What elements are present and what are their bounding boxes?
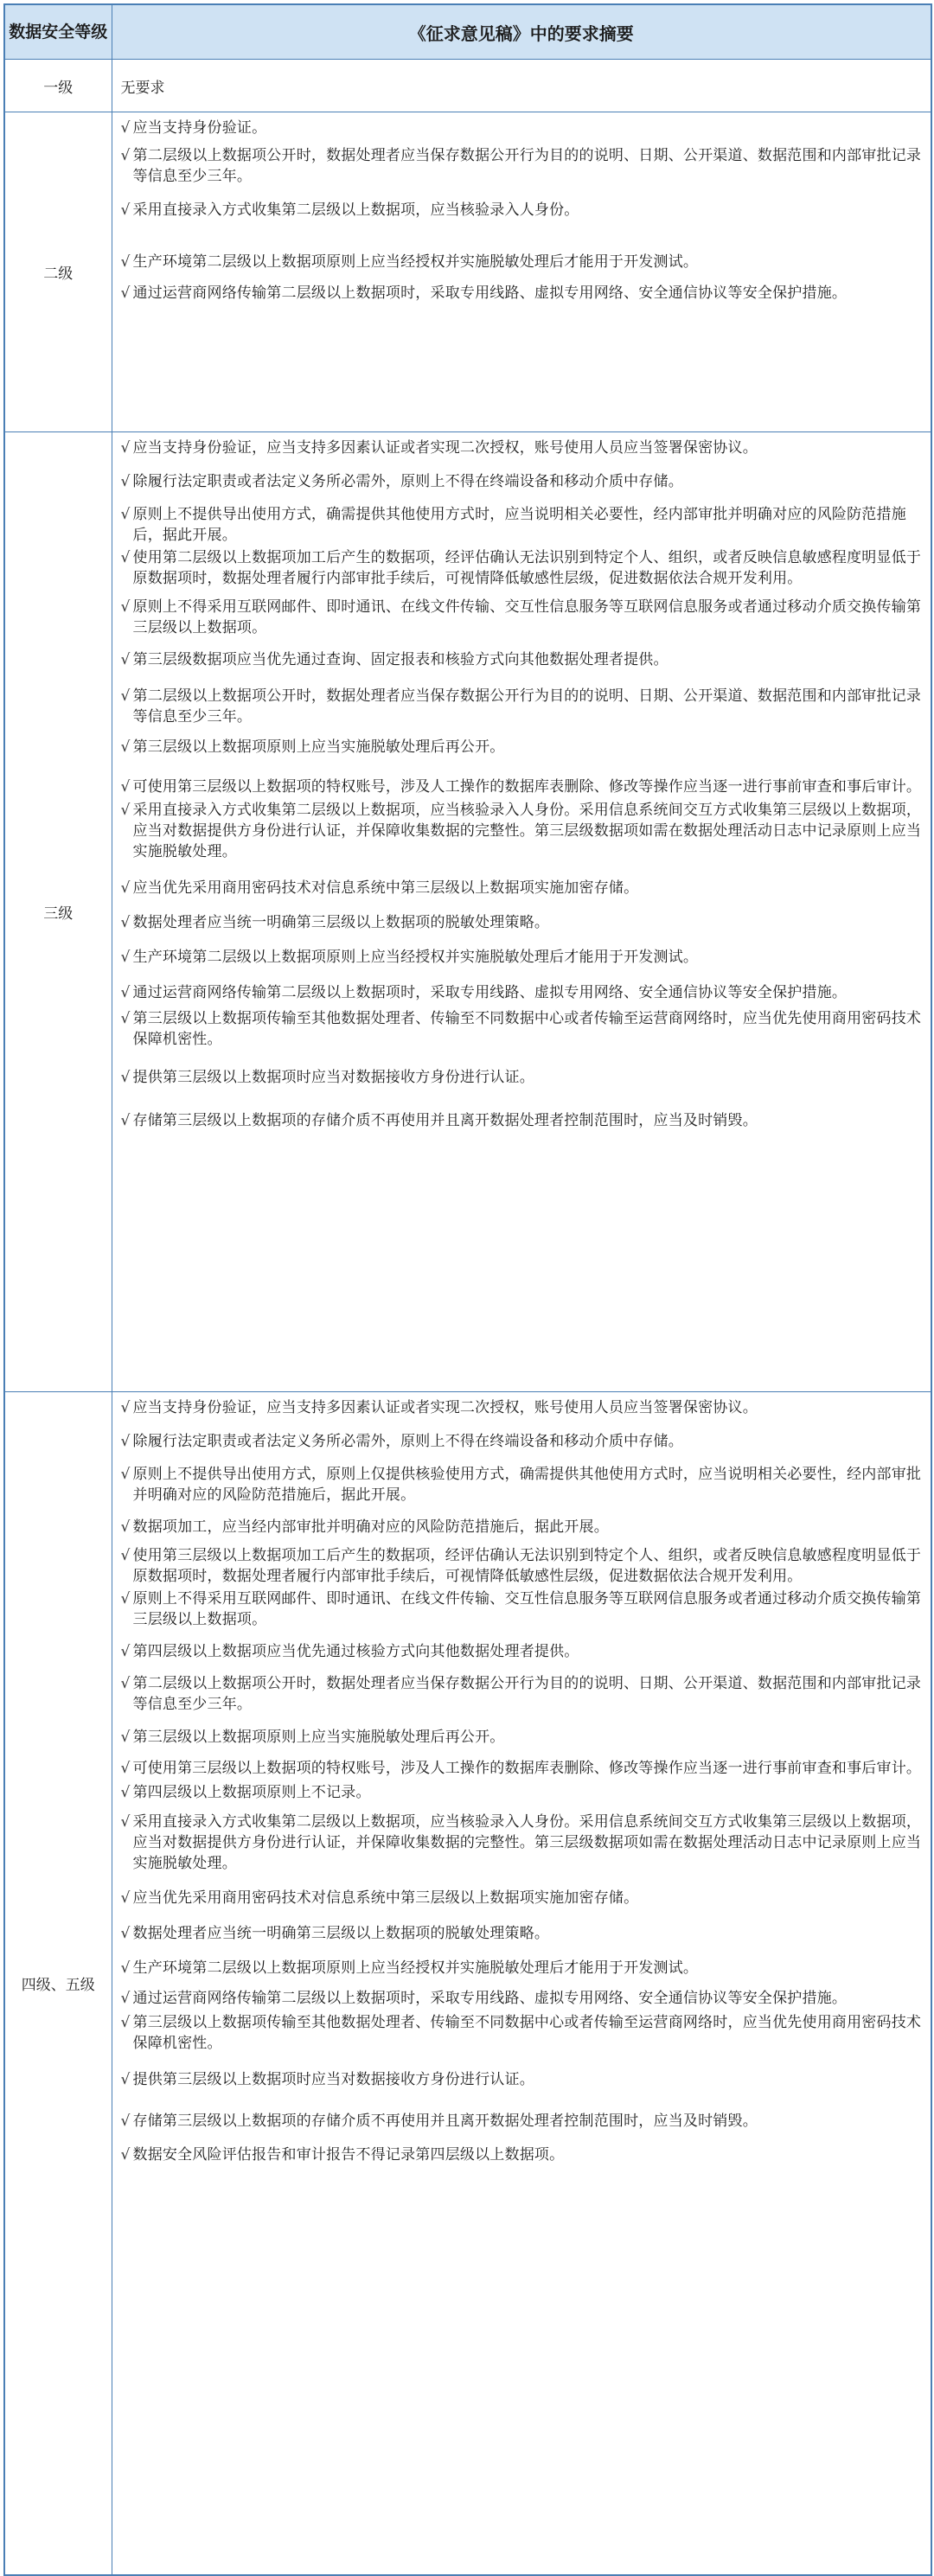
requirement-text: 第二层级以上数据项公开时，数据处理者应当保存数据公开行为目的的说明、日期、公开渠道、数据范围和内部审批记录等信息至少三年。	[132, 147, 922, 185]
requirement-text: 除履行法定职责或者法定义务所必需外，原则上不得在终端设备和移动介质中存储。	[132, 473, 683, 490]
check-icon: √	[120, 284, 131, 302]
check-icon: √	[120, 778, 131, 796]
requirement-item	[121, 1782, 923, 1803]
requirement-item	[121, 1067, 923, 1088]
level-cell: 二级	[4, 112, 112, 432]
requirement-item	[121, 947, 923, 968]
requirement-text: 存储第三层级以上数据项的存储介质不再使用并且离开数据处理者控制范围时，应当及时销毁。	[132, 2113, 758, 2130]
requirement-item	[121, 1464, 923, 1505]
requirement-text: 原则上不得采用互联网邮件、即时通讯、在线文件传输、交互性信息服务等互联网信息服务或者通过移动介质交换传输第三层级以上数据项。	[132, 1590, 922, 1628]
table-row	[4, 60, 931, 112]
requirement-item	[121, 686, 923, 727]
requirement-text: 采用直接录入方式收集第二层级以上数据项，应当核验录入人身份。	[132, 201, 579, 219]
requirement-item	[121, 1673, 923, 1715]
check-icon: √	[120, 1990, 131, 2007]
requirement-text: 使用第三层级以上数据项加工后产生的数据项，经评估确认无法识别到特定个人、组织，或者反映信息敏感程度明显低于原数据项时，数据处理者履行内部审批手续后，可视情降低敏感性层级，促进数据依法合规开发利用。	[132, 1547, 922, 1585]
header-summary: 《征求意见稿》中的要求摘要	[112, 4, 931, 60]
check-icon: √	[120, 1069, 131, 1086]
requirement-text: 数据安全风险评估报告和审计报告不得记录第四层级以上数据项。	[132, 2146, 565, 2164]
requirement-text: 数据处理者应当统一明确第三层级以上数据项的脱敏处理策略。	[132, 914, 550, 931]
table-row	[4, 1392, 931, 2575]
check-icon: √	[120, 598, 131, 616]
requirement-text: 第四层级以上数据项应当优先通过核验方式向其他数据处理者提供。	[132, 1643, 579, 1660]
check-icon: √	[120, 651, 131, 668]
requirement-item	[121, 283, 923, 304]
requirement-item	[121, 1641, 923, 1662]
requirement-item	[121, 1727, 923, 1748]
check-icon: √	[120, 2146, 131, 2164]
requirement-text: 第三层级以上数据项原则上应当实施脱敏处理后再公开。	[132, 1729, 505, 1746]
summary-cell	[112, 1392, 931, 2575]
requirement-text: 存储第三层级以上数据项的存储介质不再使用并且离开数据处理者控制范围时，应当及时销毁。	[132, 1112, 758, 1129]
check-icon: √	[120, 687, 131, 705]
requirement-text: 第四层级以上数据项原则上不记录。	[132, 1784, 371, 1801]
requirement-text: 通过运营商网络传输第二层级以上数据项时，采取专用线路、虚拟专用网络、安全通信协议等安全保护措施。	[132, 984, 848, 1001]
check-icon: √	[120, 1729, 131, 1746]
check-icon: √	[120, 1925, 131, 1942]
requirement-item	[121, 438, 923, 458]
requirement-item	[121, 649, 923, 670]
requirement-item	[121, 878, 923, 898]
requirement-text: 采用直接录入方式收集第二层级以上数据项，应当核验录入人身份。采用信息系统间交互方式收集第三层级以上数据项，应当对数据提供方身份进行认证，并保障收集数据的完整性。第三层级数据项如需在数据处理活动日志中记录原则上应当实施脱敏处理。	[132, 1813, 922, 1872]
check-icon: √	[120, 1675, 131, 1692]
requirement-text: 采用直接录入方式收集第二层级以上数据项，应当核验录入人身份。采用信息系统间交互方式收集第三层级以上数据项，应当对数据提供方身份进行认证，并保障收集数据的完整性。第三层级数据项如需在数据处理活动日志中记录原则上应当实施脱敏处理。	[132, 802, 922, 860]
requirement-text: 第三层级数据项应当优先通过查询、固定报表和核验方式向其他数据处理者提供。	[132, 651, 669, 668]
check-icon: √	[120, 1433, 131, 1450]
check-icon: √	[120, 949, 131, 966]
check-icon: √	[120, 549, 131, 566]
requirement-item	[121, 1588, 923, 1630]
check-icon: √	[120, 2113, 131, 2130]
requirement-item	[121, 777, 923, 797]
requirement-text: 原则上不得采用互联网邮件、即时通讯、在线文件传输、交互性信息服务等互联网信息服务或者通过移动介质交换传输第三层级以上数据项。	[132, 598, 922, 636]
requirement-item	[121, 1545, 923, 1587]
check-icon: √	[120, 1784, 131, 1801]
requirement-item	[121, 737, 923, 757]
check-icon: √	[120, 1590, 131, 1608]
summary-cell	[112, 432, 931, 1392]
requirement-item	[121, 118, 923, 138]
requirement-text: 应当支持身份验证，应当支持多因素认证或者实现二次授权，账号使用人员应当签署保密协议。	[132, 439, 758, 457]
check-icon: √	[120, 439, 131, 457]
requirement-item	[121, 252, 923, 272]
requirement-item	[121, 1888, 923, 1908]
check-icon: √	[120, 984, 131, 1001]
requirement-text: 提供第三层级以上数据项时应当对数据接收方身份进行认证。	[132, 1069, 534, 1086]
requirement-item	[121, 1812, 923, 1874]
requirement-text: 原则上不提供导出使用方式，确需提供其他使用方式时，应当说明相关必要性，经内部审批并明确对应的风险防范措施后，据此开展。	[132, 506, 906, 544]
requirement-item	[121, 1110, 923, 1131]
requirement-item	[121, 2111, 923, 2132]
check-icon: √	[120, 1466, 131, 1483]
check-icon: √	[120, 738, 131, 756]
check-icon: √	[120, 119, 131, 137]
requirement-item	[121, 1988, 923, 2009]
check-icon: √	[120, 2071, 131, 2088]
check-icon: √	[120, 802, 131, 819]
requirement-item	[121, 2069, 923, 2090]
table-header-row	[4, 4, 931, 60]
requirement-text: 第三层级以上数据项传输至其他数据处理者、传输至不同数据中心或者传输至运营商网络时，应当优先使用商用密码技术保障机密性。	[132, 2014, 922, 2052]
level-cell: 一级	[4, 60, 112, 112]
requirement-text: 数据处理者应当统一明确第三层级以上数据项的脱敏处理策略。	[132, 1925, 550, 1942]
requirement-item	[121, 800, 923, 862]
check-icon: √	[120, 1643, 131, 1660]
check-icon: √	[120, 1959, 131, 1977]
requirement-text: 使用第二层级以上数据项加工后产生的数据项，经评估确认无法识别到特定个人、组织，或者反映信息敏感程度明显低于原数据项时，数据处理者履行内部审批手续后，可视情降低敏感性层级，促进数据依法合规开发利用。	[132, 549, 922, 587]
requirement-text: 数据项加工，应当经内部审批并明确对应的风险防范措施后，据此开展。	[132, 1518, 609, 1536]
check-icon: √	[120, 1813, 131, 1831]
requirement-text: 第三层级以上数据项原则上应当实施脱敏处理后再公开。	[132, 738, 505, 756]
requirement-text: 应当优先采用商用密码技术对信息系统中第三层级以上数据项实施加密存储。	[132, 879, 639, 897]
requirement-item	[121, 1758, 923, 1779]
requirement-item	[121, 1008, 923, 1050]
table-row	[4, 112, 931, 432]
requirement-text: 提供第三层级以上数据项时应当对数据接收方身份进行认证。	[132, 2071, 534, 2088]
requirement-item	[121, 145, 923, 187]
check-icon: √	[120, 201, 131, 219]
requirement-item	[121, 1397, 923, 1418]
check-icon: √	[120, 914, 131, 931]
requirement-item	[121, 982, 923, 1003]
requirement-item	[121, 1517, 923, 1537]
summary-cell	[112, 112, 931, 432]
requirement-item	[121, 597, 923, 638]
requirement-item	[121, 200, 923, 221]
check-icon: √	[120, 1518, 131, 1536]
level-cell: 四级、五级	[4, 1392, 112, 2575]
check-icon: √	[120, 1399, 131, 1416]
level-cell: 三级	[4, 432, 112, 1392]
check-icon: √	[120, 1547, 131, 1564]
check-icon: √	[120, 2014, 131, 2031]
check-icon: √	[120, 1760, 131, 1777]
requirement-text: 应当优先采用商用密码技术对信息系统中第三层级以上数据项实施加密存储。	[132, 1889, 639, 1907]
requirement-item	[121, 471, 923, 492]
requirement-text: 通过运营商网络传输第二层级以上数据项时，采取专用线路、虚拟专用网络、安全通信协议等安全保护措施。	[132, 1990, 848, 2007]
check-icon: √	[120, 253, 131, 271]
requirement-text: 生产环境第二层级以上数据项原则上应当经授权并实施脱敏处理后才能用于开发测试。	[132, 1959, 699, 1977]
requirement-item	[121, 912, 923, 933]
check-icon: √	[120, 1112, 131, 1129]
requirement-item	[121, 2145, 923, 2165]
requirement-item	[121, 1958, 923, 1978]
requirement-item	[121, 2012, 923, 2054]
check-icon: √	[120, 879, 131, 897]
requirement-text: 第三层级以上数据项传输至其他数据处理者、传输至不同数据中心或者传输至运营商网络时，应当优先使用商用密码技术保障机密性。	[132, 1010, 922, 1048]
requirement-text: 除履行法定职责或者法定义务所必需外，原则上不得在终端设备和移动介质中存储。	[132, 1433, 683, 1450]
check-icon: √	[120, 506, 131, 523]
requirement-text: 生产环境第二层级以上数据项原则上应当经授权并实施脱敏处理后才能用于开发测试。	[132, 949, 699, 966]
requirement-text: 应当支持身份验证。	[132, 119, 267, 137]
requirement-item	[121, 504, 923, 546]
requirements-table	[3, 3, 932, 2576]
requirement-item	[121, 1431, 923, 1452]
requirement-item	[121, 547, 923, 589]
check-icon: √	[120, 147, 131, 164]
header-level: 数据安全等级	[4, 4, 112, 60]
requirement-text: 可使用第三层级以上数据项的特权账号，涉及人工操作的数据库表删除、修改等操作应当逐一进行事前审查和事后审计。	[132, 778, 922, 796]
requirement-text: 第二层级以上数据项公开时，数据处理者应当保存数据公开行为目的的说明、日期、公开渠道、数据范围和内部审批记录等信息至少三年。	[132, 687, 922, 725]
requirement-text: 通过运营商网络传输第二层级以上数据项时，采取专用线路、虚拟专用网络、安全通信协议等安全保护措施。	[132, 284, 848, 302]
check-icon: √	[120, 1889, 131, 1907]
summary-cell: 无要求	[112, 60, 931, 112]
table-row	[4, 432, 931, 1392]
requirement-text: 原则上不提供导出使用方式，原则上仅提供核验使用方式，确需提供其他使用方式时，应当说明相关必要性，经内部审批并明确对应的风险防范措施后，据此开展。	[132, 1466, 922, 1504]
requirement-text: 第二层级以上数据项公开时，数据处理者应当保存数据公开行为目的的说明、日期、公开渠道、数据范围和内部审批记录等信息至少三年。	[132, 1675, 922, 1713]
check-icon: √	[120, 473, 131, 490]
requirement-item	[121, 1923, 923, 1944]
check-icon: √	[120, 1010, 131, 1027]
requirement-text: 应当支持身份验证，应当支持多因素认证或者实现二次授权，账号使用人员应当签署保密协议。	[132, 1399, 758, 1416]
requirement-text: 生产环境第二层级以上数据项原则上应当经授权并实施脱敏处理后才能用于开发测试。	[132, 253, 699, 271]
requirement-text: 可使用第三层级以上数据项的特权账号，涉及人工操作的数据库表删除、修改等操作应当逐一进行事前审查和事后审计。	[132, 1760, 922, 1777]
